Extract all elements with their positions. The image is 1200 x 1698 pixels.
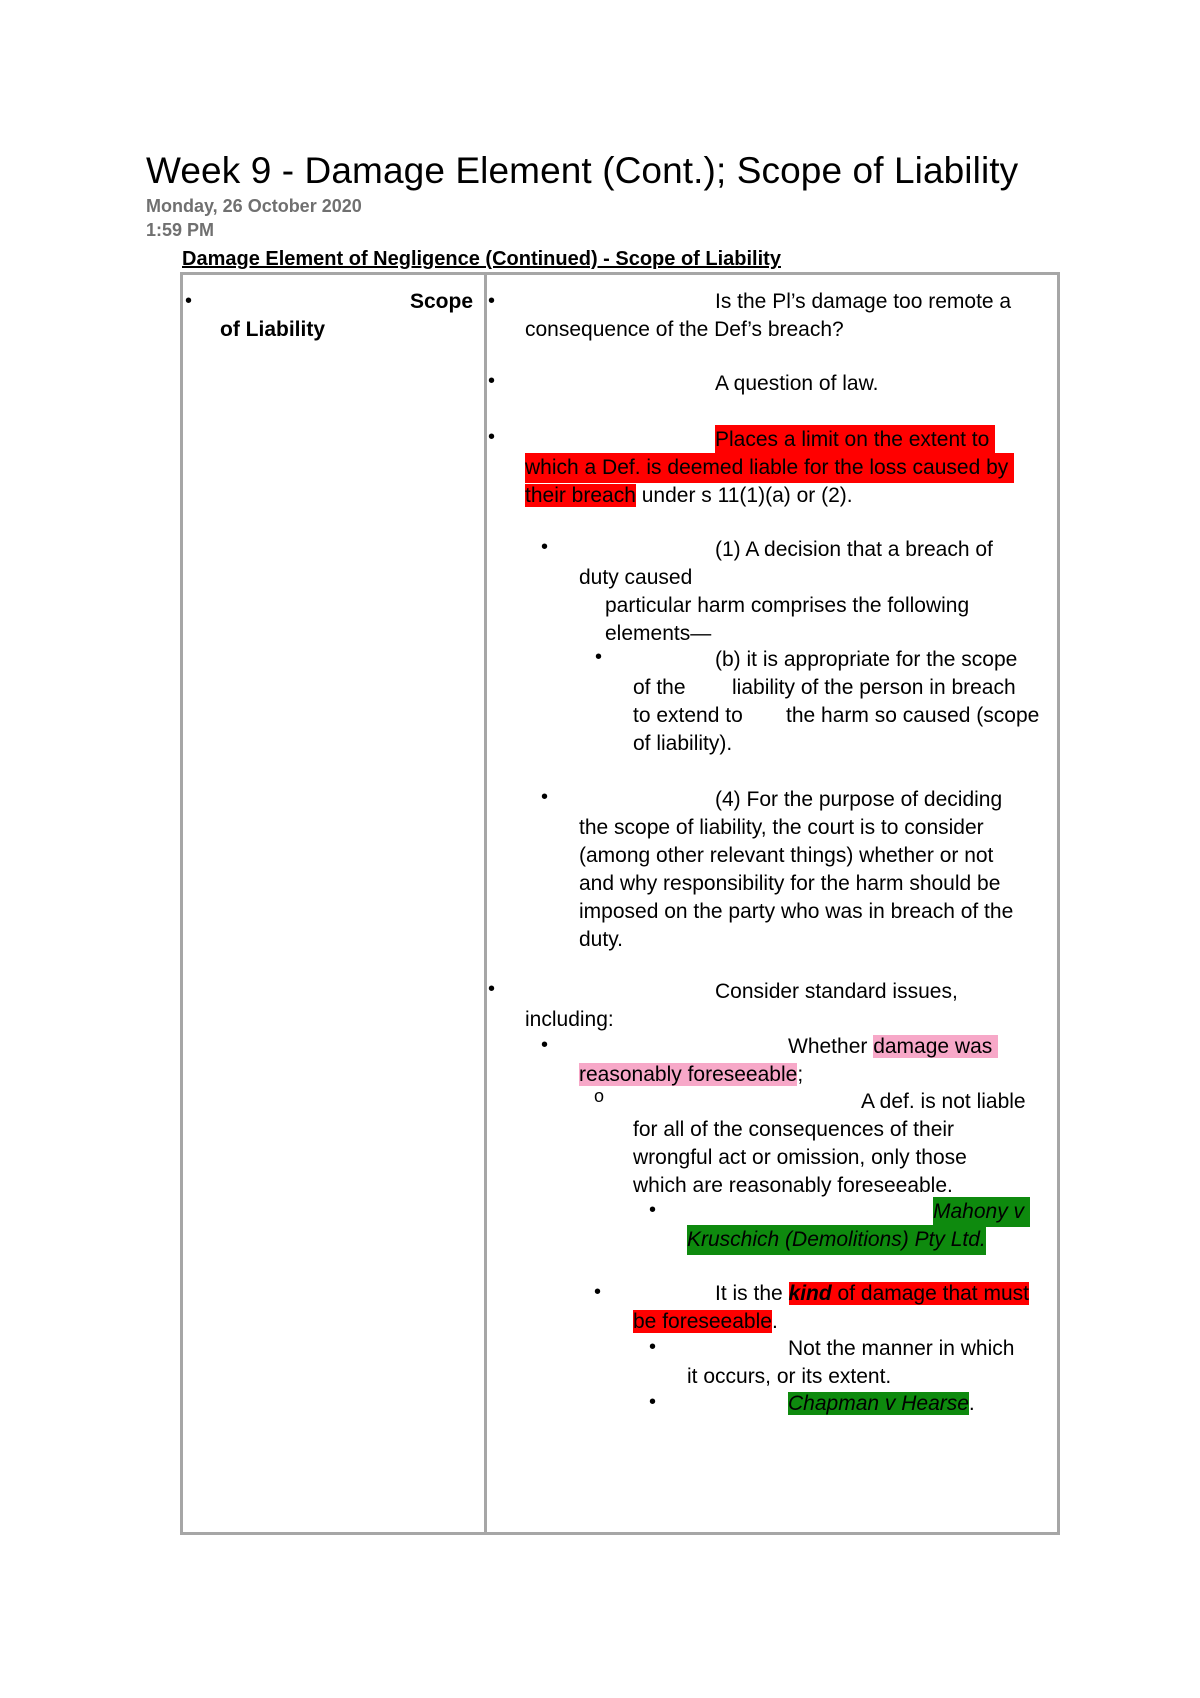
highlight-text: of damage that must (831, 1282, 1029, 1305)
point-text: Is the Pl’s damage too remote a (715, 290, 1012, 313)
point-text: . (771, 1310, 778, 1333)
bullet-icon: • (488, 978, 496, 1000)
case-citation: Kruschich (Demolitions) Pty Ltd. (687, 1225, 986, 1255)
statute-text: (1) A decision that a breach of (715, 538, 993, 561)
page-time: 1:59 PM (146, 220, 215, 240)
point-text (788, 1032, 998, 1062)
point-text: consequence of the Def’s breach? (525, 318, 844, 341)
highlight-text: their breach (525, 484, 636, 507)
point-text: . (968, 1392, 975, 1415)
statute-text: of liability). (633, 732, 733, 755)
statute-text: of the (633, 676, 686, 699)
column-divider (484, 275, 487, 1532)
statute-text: duty. (579, 928, 623, 951)
point-text: which are reasonably foreseeable. (633, 1174, 953, 1197)
bullet-icon: • (488, 370, 496, 392)
statute-text: liability of the person in breach (732, 676, 1016, 699)
point-text: Whether (788, 1035, 874, 1058)
point-text: Not the manner in which (788, 1337, 1015, 1360)
point-text: for all of the consequences of their (633, 1118, 955, 1141)
point-text (633, 1307, 778, 1337)
section-heading: Damage Element of Negligence (Continued) - Scope of Liability (182, 248, 781, 270)
bullet-icon: • (488, 290, 496, 312)
point-text: including: (525, 1008, 614, 1031)
page-date: Monday, 26 October 2020 (146, 196, 362, 216)
statute-text: the harm so caused (scope (786, 704, 1040, 727)
circle-bullet-icon: o (594, 1086, 605, 1106)
point-text (788, 1389, 975, 1419)
statute-text: duty caused (579, 566, 693, 589)
point-text (579, 1060, 803, 1090)
case-citation: Mahony v (933, 1197, 1030, 1227)
highlight-text: kind (788, 1282, 832, 1305)
bullet-icon: • (541, 536, 549, 558)
left-col-label: of Liability (220, 318, 325, 341)
point-text: under s 11(1)(a) or (2). (635, 484, 853, 507)
statute-text: the scope of liability, the court is to consider (579, 816, 984, 839)
statute-text: (4) For the purpose of deciding (715, 788, 1003, 811)
highlight-text (789, 1282, 1029, 1305)
statute-text: imposed on the party who was in breach of the (579, 900, 1014, 923)
bullet-icon: • (649, 1336, 657, 1358)
point-text: Consider standard issues, (715, 980, 958, 1003)
point-text: A def. is not liable (861, 1090, 1026, 1113)
highlight-text: which a Def. is deemed liable for the loss caused by (525, 453, 1014, 483)
point-text: wrongful act or omission, only those (633, 1146, 967, 1169)
statute-text: and why responsibility for the harm should be (579, 872, 1001, 895)
statute-text: (b) it is appropriate for the scope (715, 648, 1018, 671)
highlight-text: damage was (873, 1035, 998, 1058)
point-text: A question of law. (715, 372, 879, 395)
highlight-text: be foreseeable (633, 1310, 772, 1333)
bullet-icon: • (594, 1281, 602, 1303)
bullet-icon: • (488, 426, 496, 448)
point-text (715, 1279, 1029, 1309)
statute-text: (among other relevant things) whether or not (579, 844, 994, 867)
highlight-text: reasonably foreseeable (579, 1063, 798, 1086)
statute-text: to extend to (633, 704, 743, 727)
point-text: it occurs, or its extent. (687, 1365, 892, 1388)
bullet-icon: • (649, 1199, 657, 1221)
point-text: It is the (715, 1282, 789, 1305)
bullet-icon: • (595, 646, 603, 668)
case-citation: Chapman v Hearse (788, 1392, 969, 1415)
bullet-icon: • (649, 1391, 657, 1413)
statute-text: particular harm comprises the following (605, 594, 970, 617)
page-title: Week 9 - Damage Element (Cont.); Scope of Liability (146, 150, 1019, 191)
bullet-icon: • (541, 1034, 549, 1056)
point-text: ; (797, 1063, 804, 1086)
point-text (525, 481, 853, 511)
bullet-icon: • (541, 786, 549, 808)
statute-text: elements— (605, 622, 712, 645)
notes-table (180, 272, 1060, 1535)
highlight-text: Places a limit on the extent to (715, 425, 995, 455)
bullet-icon: • (185, 290, 193, 312)
left-col-label: Scope (410, 290, 474, 313)
